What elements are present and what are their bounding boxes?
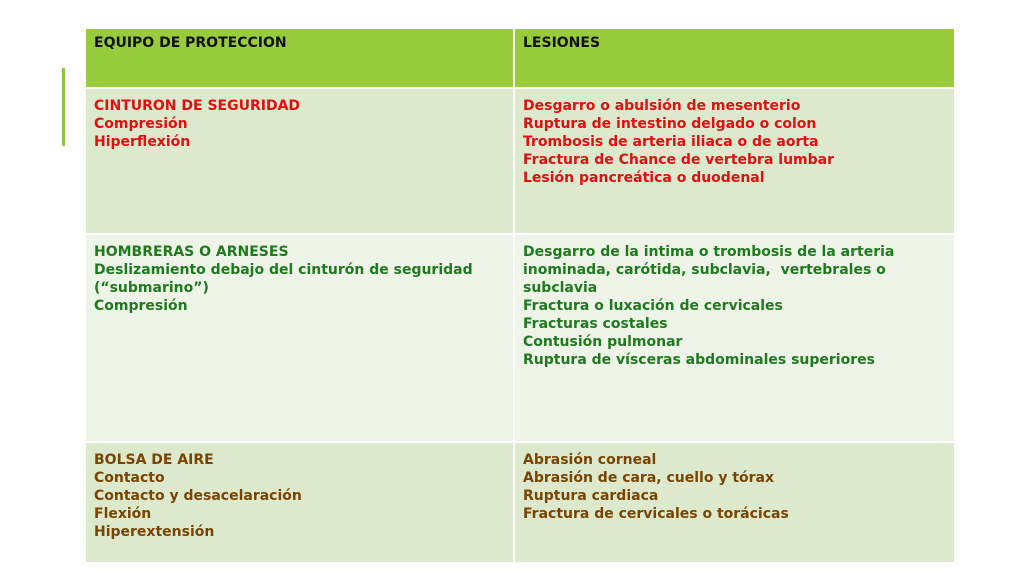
- lesion-item: Ruptura de intestino delgado o colon: [523, 116, 817, 132]
- equipo-mechanism: Compresión: [94, 116, 188, 132]
- lesiones-cell: [514, 88, 955, 234]
- equipo-cell: [85, 88, 514, 234]
- accent-bar: [62, 68, 65, 146]
- equipo-mechanism: Hiperextensión: [94, 524, 215, 540]
- equipo-title: BOLSA DE AIRE: [94, 452, 214, 468]
- equipo-mechanism: Contacto y desacelaración: [94, 488, 302, 504]
- header-lesiones: LESIONES: [514, 28, 955, 88]
- lesion-item: Fracturas costales: [523, 316, 668, 332]
- lesion-item: Trombosis de arteria iliaca o de aorta: [523, 134, 819, 150]
- table-row-bolsa-de-aire: [85, 442, 955, 563]
- lesiones-cell: [514, 234, 955, 442]
- equipo-title: HOMBRERAS O ARNESES: [94, 244, 289, 260]
- lesion-item: Fractura de Chance de vertebra lumbar: [523, 152, 834, 168]
- equipo-mechanism: Hiperflexión: [94, 134, 191, 150]
- table-row-cinturon: [85, 88, 955, 234]
- lesion-item: Fractura o luxación de cervicales: [523, 298, 783, 314]
- table-header-row: [85, 28, 955, 88]
- lesion-item: Fractura de cervicales o torácicas: [523, 506, 789, 522]
- lesion-item: Contusión pulmonar: [523, 334, 683, 350]
- equipo-mechanism: Deslizamiento debajo del cinturón de seguridad (“submarino”): [94, 262, 478, 296]
- equipo-mechanism: Flexión: [94, 506, 152, 522]
- equipo-cell: [85, 234, 514, 442]
- equipo-mechanism: Contacto: [94, 470, 165, 486]
- lesion-item: Abrasión corneal: [523, 452, 657, 468]
- lesion-item: Ruptura de vísceras abdominales superiores: [523, 352, 875, 368]
- injury-table: [84, 27, 956, 564]
- lesion-item: Abrasión de cara, cuello y tórax: [523, 470, 775, 486]
- lesiones-cell: [514, 442, 955, 563]
- lesion-item: Ruptura cardiaca: [523, 488, 659, 504]
- table-row-hombreras: [85, 234, 955, 442]
- header-equipo: EQUIPO DE PROTECCION: [85, 28, 514, 88]
- equipo-mechanism: Compresión: [94, 298, 188, 314]
- lesion-item: Desgarro o abulsión de mesenterio: [523, 98, 801, 114]
- equipo-title: CINTURON DE SEGURIDAD: [94, 98, 301, 114]
- equipo-cell: [85, 442, 514, 563]
- lesion-item: Lesión pancreática o duodenal: [523, 170, 765, 186]
- lesion-item: Desgarro de la intima o trombosis de la arteria inominada, carótida, subclavia, vertebrales o subclavia: [523, 244, 900, 296]
